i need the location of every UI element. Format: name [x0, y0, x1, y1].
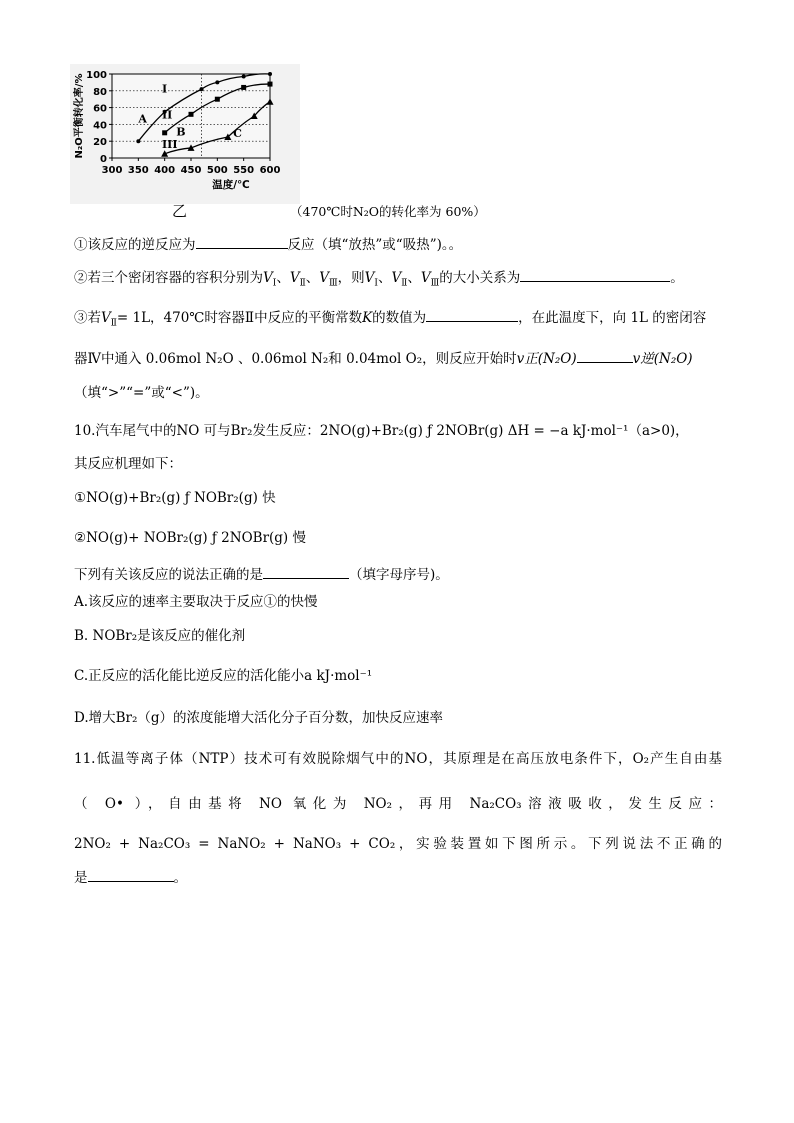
- y-tick-label: 20: [93, 137, 107, 149]
- y-axis-label: N₂O平衡转化率/%: [74, 73, 85, 159]
- point-II: [162, 130, 167, 135]
- q2-v1: V: [263, 270, 273, 286]
- y-tick-label: 80: [93, 86, 107, 98]
- q3-answer-blank[interactable]: [426, 307, 518, 322]
- q3-line2: [74, 347, 693, 367]
- q11-line2: （ O• ），自由基将 NO 氧化为 NO₂，再用 Na₂CO₃溶液吸收，发生反应：: [74, 796, 722, 812]
- q10-step2: ②NO(g)+ NOBr₂(g) ƒ 2NOBr(g) 慢: [74, 530, 306, 546]
- x-axis-label: 温度/℃: [212, 179, 250, 191]
- q3-v-reverse: v逆(N₂O): [632, 351, 693, 367]
- point-II: [268, 82, 273, 87]
- x-tick-label: 500: [206, 165, 228, 176]
- q2-s3: Ⅲ: [328, 278, 338, 289]
- q2-text: ②若三个密闭容器的容积分别为: [74, 270, 263, 286]
- q10-option-a: A.该反应的速率主要取决于反应①的快慢: [74, 594, 318, 610]
- q3-v-forward: v正(N₂O): [516, 351, 577, 367]
- y-tick-label: 0: [100, 154, 107, 165]
- note-suffix: 的转化率为 60%）: [379, 204, 486, 219]
- point-I: [136, 139, 140, 143]
- note-species: N₂O: [352, 204, 380, 219]
- point-II: [241, 85, 246, 90]
- point-I: [215, 80, 219, 84]
- note-prefix: （470℃时: [290, 204, 353, 219]
- q10-option-d: D.增大Br₂（g）的浓度能增大活化分子百分数，加快反应速率: [74, 710, 444, 726]
- q11-line4: [74, 866, 187, 886]
- q3-k: K: [362, 310, 373, 326]
- figure-note: [290, 202, 486, 220]
- q11-line4-end: 。: [173, 870, 187, 886]
- q10-option-b: B. NOBr₂是该反应的催化剂: [74, 628, 246, 644]
- q10-step1: ①NO(g)+Br₂(g) ƒ NOBr₂(g) 快: [74, 490, 276, 506]
- x-tick-label: 600: [259, 165, 281, 176]
- x-tick-label: 550: [233, 165, 255, 176]
- x-tick-label: 400: [154, 165, 176, 176]
- y-tick-label: 60: [93, 103, 107, 115]
- curve-label: III: [162, 137, 178, 151]
- q3-b: = 1L，470℃时容器Ⅱ中反应的平衡常数: [116, 310, 363, 326]
- q2-v2: V: [289, 270, 300, 286]
- q3-line2-text: 器Ⅳ中通入 0.06mol N₂O 、0.06mol N₂和 0.04mol O₂，则反应开始时: [74, 351, 517, 367]
- point-I: [268, 72, 272, 76]
- q11-line3: 2NO₂ + Na₂CO₃ = NaNO₂ + NaNO₃ + CO₂，实验装置如下图所示。下列说法不正确的: [74, 836, 722, 852]
- q1-line: [74, 233, 462, 253]
- point-I: [242, 75, 246, 79]
- point-I: [200, 87, 204, 91]
- chart-svg: [70, 64, 300, 204]
- q10-ask-text: 下列有关该反应的说法正确的是: [74, 567, 263, 583]
- q2-s2: Ⅱ: [299, 278, 306, 289]
- q1-answer-blank[interactable]: [196, 234, 288, 249]
- q3-line1: ③若$V_Ⅱ= 1L$，470℃时容器Ⅱ中反应的平衡常数K的数值为 ，在此温度下，向 1L 的密闭容: [74, 306, 706, 329]
- q2-end: 。: [670, 270, 684, 286]
- q10-option-c: C.正反应的活化能比逆反应的活化能小a kJ·mol⁻¹: [74, 668, 373, 684]
- conversion-chart: [70, 64, 300, 222]
- y-tick-label: 100: [86, 70, 107, 81]
- q10-stem: 10.汽车尾气中的NO 可与Br₂发生反应：2NO(g)+Br₂(g) ƒ 2NOBr(g) ΔH = −a kJ·mol⁻¹（a>0)，: [74, 423, 689, 439]
- q10-answer-blank[interactable]: [263, 564, 349, 579]
- q2-answer-blank[interactable]: [520, 267, 670, 282]
- q10-ask-tail: （填字母序号)。: [349, 567, 449, 583]
- q2-mid: ，则: [337, 270, 365, 286]
- q11-answer-blank[interactable]: [88, 867, 174, 882]
- q3-a: ③若: [74, 310, 101, 326]
- q10-ask: [74, 563, 449, 583]
- point-label: B: [176, 125, 186, 139]
- q3-compare-blank[interactable]: [577, 348, 633, 363]
- q11-line4-text: 是: [74, 870, 88, 886]
- figure-label: 乙: [172, 202, 188, 220]
- q3-d: ，在此温度下，向 1L 的密闭容: [518, 310, 707, 326]
- q2-v3: V: [319, 270, 329, 286]
- curve-label: I: [162, 82, 168, 96]
- x-tick-label: 350: [127, 165, 149, 176]
- point-label: A: [138, 112, 147, 126]
- x-tick-label: 300: [101, 165, 123, 176]
- x-tick-label: 450: [180, 165, 202, 176]
- point-II: [189, 112, 194, 117]
- q2-line: ②若三个密闭容器的容积分别为$V_Ⅰ$、$V_Ⅱ$、$V_Ⅲ$，则$V_Ⅰ$、$V_Ⅱ$、$V_Ⅲ$的大小关系为 。: [74, 266, 684, 289]
- q1-after: 反应（填“放热”或“吸热”)。。: [287, 237, 463, 253]
- q2-tail: 的大小关系为: [439, 270, 521, 286]
- q1-text: ①该反应的逆反应为: [74, 237, 196, 253]
- y-tick-label: 40: [93, 120, 107, 132]
- q3-line3: （填“>”“=”或“<”)。: [74, 385, 209, 401]
- point-II: [215, 97, 220, 102]
- q2-s1: Ⅰ: [272, 278, 277, 289]
- q11-line1: 11.低温等离子体（NTP）技术可有效脱除烟气中的NO，其原理是在高压放电条件下，O₂产生自由基: [74, 751, 722, 767]
- curve-label: II: [162, 108, 173, 122]
- point-label: C: [233, 127, 242, 140]
- q3-c: 的数值为: [372, 310, 427, 326]
- q10-mechanism: 其反应机理如下：: [74, 456, 182, 472]
